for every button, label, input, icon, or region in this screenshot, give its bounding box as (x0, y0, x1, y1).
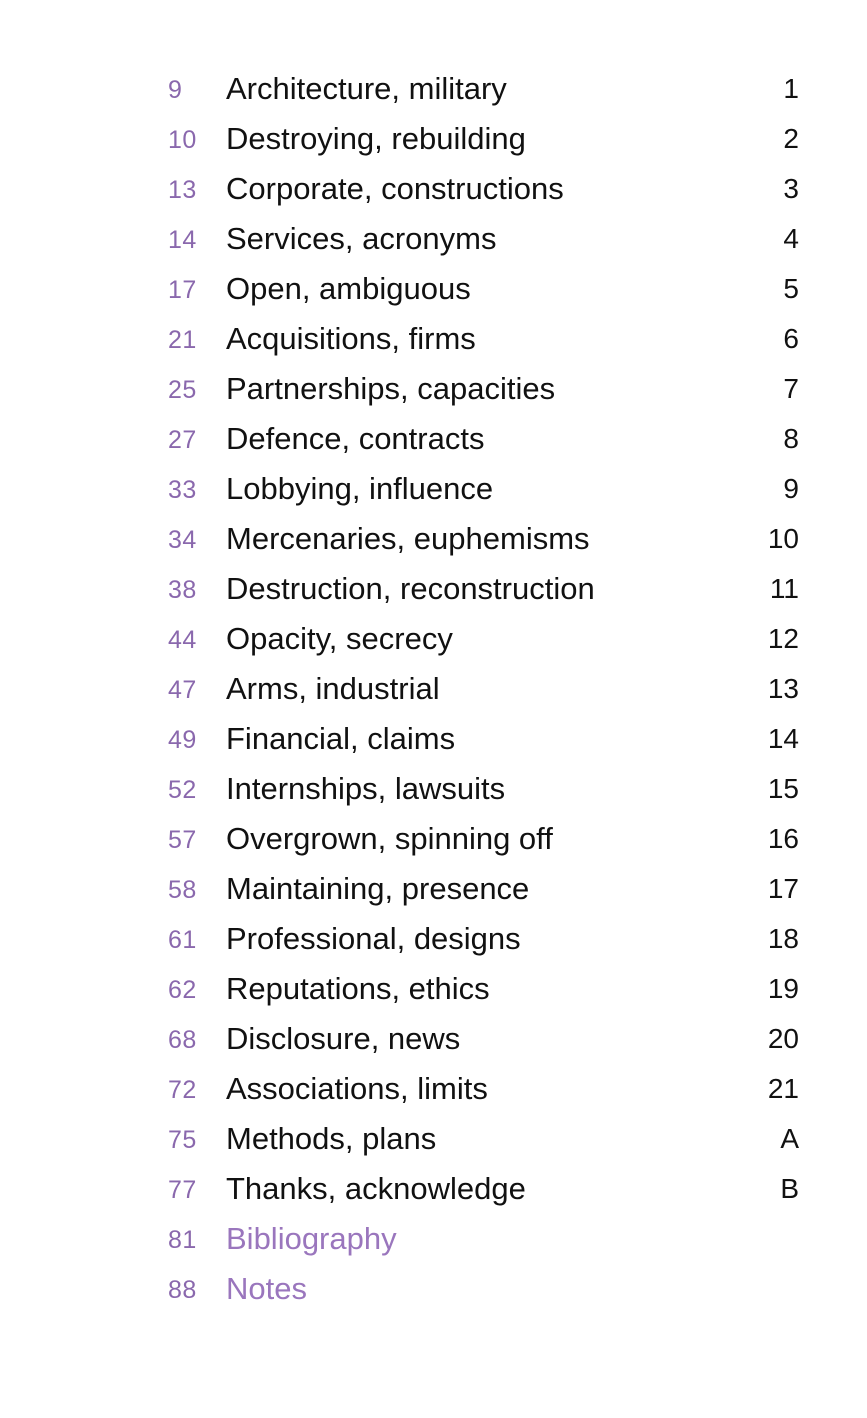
toc-page-number: 17 (168, 276, 197, 304)
toc-entry[interactable] (0, 414, 867, 464)
toc-page-number: 13 (168, 176, 197, 204)
toc-page-number: 72 (168, 1076, 197, 1104)
toc-entry-title: Architecture, military (226, 71, 507, 106)
toc-entry[interactable] (0, 1014, 867, 1064)
toc-page-number: 27 (168, 426, 197, 454)
toc-entry-title: Corporate, constructions (226, 171, 564, 206)
toc-entry-title: Services, acronyms (226, 221, 497, 256)
toc-chapter-number: 11 (769, 573, 799, 604)
toc-page-number: 68 (168, 1026, 197, 1054)
toc-entry[interactable] (0, 1164, 867, 1214)
toc-entry-title: Maintaining, presence (226, 871, 530, 906)
toc-entry[interactable] (0, 914, 867, 964)
toc-chapter-number: 3 (783, 173, 799, 204)
toc-entry-title: Partnerships, capacities (226, 371, 556, 406)
toc-entry[interactable] (0, 1114, 867, 1164)
toc-page-number: 47 (168, 676, 197, 704)
toc-chapter-number: 21 (767, 1073, 799, 1104)
toc-chapter-number: 18 (767, 923, 799, 954)
toc-chapter-number: 9 (783, 473, 799, 504)
toc-page-number: 38 (168, 576, 197, 604)
toc-entry[interactable] (0, 964, 867, 1014)
toc-entry[interactable] (0, 514, 867, 564)
toc-page-number: 49 (168, 726, 197, 754)
toc-chapter-number: 1 (783, 73, 799, 104)
toc-entry-title: Overgrown, spinning off (226, 821, 553, 856)
toc-entry-title: Associations, limits (226, 1071, 488, 1106)
toc-page-number: 14 (168, 226, 197, 254)
toc-entry-title: Defence, contracts (226, 421, 485, 456)
toc-chapter-number: 6 (783, 323, 799, 354)
toc-entry-title: Thanks, acknowledge (226, 1171, 526, 1206)
toc-chapter-number: 4 (783, 223, 799, 254)
toc-entry[interactable] (0, 364, 867, 414)
toc-chapter-number: 2 (783, 123, 799, 154)
toc-entry[interactable] (0, 214, 867, 264)
toc-page-number: 9 (168, 76, 183, 104)
toc-page-number: 34 (168, 526, 197, 554)
toc-entry[interactable] (0, 314, 867, 364)
toc-chapter-number: 19 (767, 973, 799, 1004)
toc-entry[interactable] (0, 264, 867, 314)
toc-chapter-number: 17 (767, 873, 799, 904)
toc-back-matter-title: Notes (226, 1271, 307, 1306)
toc-back-matter-title: Bibliography (226, 1221, 397, 1256)
toc-chapter-number: 13 (767, 673, 799, 704)
toc-entry[interactable] (0, 764, 867, 814)
toc-entry-title: Financial, claims (226, 721, 456, 756)
toc-back-matter-entry[interactable] (0, 1264, 867, 1314)
toc-chapter-number: 8 (783, 423, 799, 454)
toc-chapter-number: 5 (783, 273, 799, 304)
toc-entry[interactable] (0, 164, 867, 214)
toc-entry[interactable] (0, 864, 867, 914)
toc-entry-title: Destruction, reconstruction (226, 571, 595, 606)
toc-page-number: 10 (168, 126, 197, 154)
toc-entry-title: Mercenaries, euphemisms (226, 521, 590, 556)
toc-chapter-number: 7 (783, 373, 799, 404)
toc-page-number: 57 (168, 826, 197, 854)
toc-entry[interactable] (0, 614, 867, 664)
toc-entry[interactable] (0, 114, 867, 164)
toc-page-number: 81 (168, 1226, 197, 1254)
toc-chapter-number: 14 (767, 723, 799, 754)
toc-chapter-number: 12 (767, 623, 799, 654)
toc-page-number: 62 (168, 976, 197, 1004)
toc-page-number: 25 (168, 376, 197, 404)
toc-entry[interactable] (0, 1064, 867, 1114)
toc-chapter-number: 15 (767, 773, 799, 804)
toc-entry-title: Acquisitions, firms (226, 321, 476, 356)
toc-entry[interactable] (0, 464, 867, 514)
toc-entry-title: Open, ambiguous (226, 271, 471, 306)
toc-entry[interactable] (0, 814, 867, 864)
toc-entry-title: Internships, lawsuits (226, 771, 506, 806)
toc-chapter-number: A (780, 1123, 799, 1154)
toc-entry-title: Arms, industrial (226, 671, 440, 706)
toc-chapter-number: 16 (767, 823, 799, 854)
toc-entry-title: Lobbying, influence (226, 471, 494, 506)
toc-page-number: 88 (168, 1276, 197, 1304)
toc-entry-title: Methods, plans (226, 1121, 437, 1156)
toc-page-number: 33 (168, 476, 197, 504)
toc-chapter-number: B (780, 1173, 799, 1204)
toc-chapter-number: 10 (767, 523, 799, 554)
table-of-contents (0, 64, 867, 1314)
toc-page-number: 21 (168, 326, 197, 354)
toc-entry-title: Reputations, ethics (226, 971, 490, 1006)
toc-back-matter-entry[interactable] (0, 1214, 867, 1264)
toc-entry-title: Professional, designs (226, 921, 521, 956)
toc-entry[interactable] (0, 64, 867, 114)
toc-page-number: 61 (168, 926, 197, 954)
toc-page-number: 44 (168, 626, 197, 654)
toc-entry[interactable] (0, 564, 867, 614)
toc-entry[interactable] (0, 714, 867, 764)
toc-entry-title: Disclosure, news (226, 1021, 461, 1056)
toc-page-number: 58 (168, 876, 197, 904)
toc-chapter-number: 20 (767, 1023, 799, 1054)
toc-page-number: 77 (168, 1176, 197, 1204)
toc-entry[interactable] (0, 664, 867, 714)
toc-entry-title: Destroying, rebuilding (226, 121, 526, 156)
toc-page-number: 75 (168, 1126, 197, 1154)
toc-page-number: 52 (168, 776, 197, 804)
toc-entry-title: Opacity, secrecy (226, 621, 453, 656)
